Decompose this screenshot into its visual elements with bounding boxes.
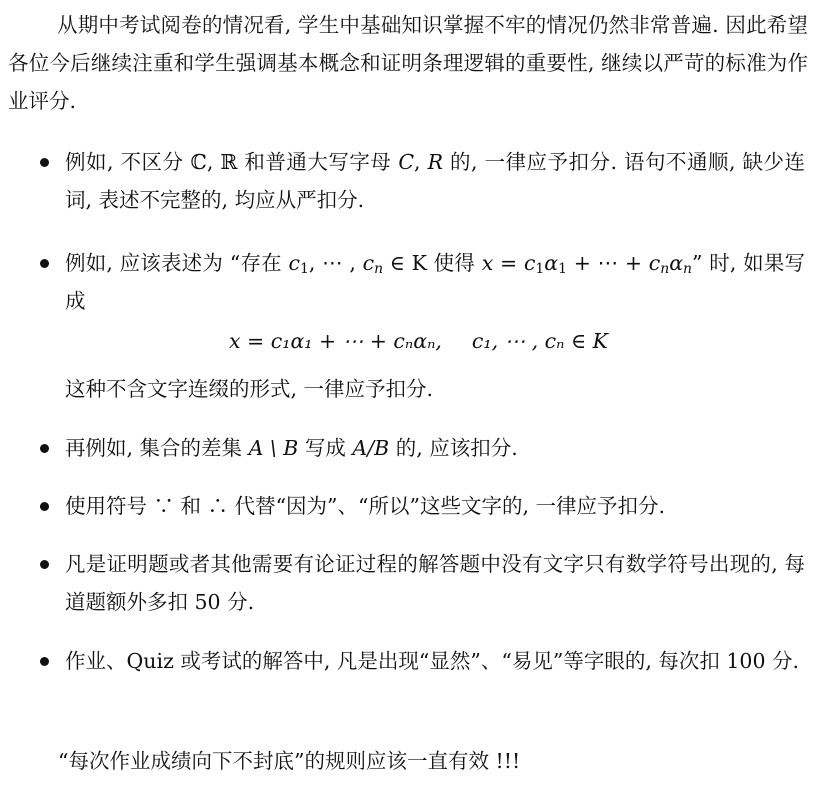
- list-item-text: 例如, 应该表述为 “存在 $c_1$, ⋯ , $c_n$ ∈ K 使得 $x = c_1\alpha_1$ + ⋯ + $c_n\alpha_n$” 时, 如果写成: [65, 251, 806, 313]
- list-item-text: 作业、Quiz 或考试的解答中, 凡是出现“显然”、“易见”等字眼的, 每次扣 100 分.: [65, 649, 800, 673]
- closing-statement: “每次作业成绩向下不封底”的规则应该一直有效 !!!: [58, 749, 521, 773]
- item-3-math-2: A/B: [352, 436, 390, 460]
- item-2-eq-inline: x =: [481, 251, 524, 275]
- item-1-text-b: 的, 一律应予扣分. 语句不通顺, 缺少连词, 表述不完整的, 均应从严扣分.: [65, 150, 805, 212]
- bullet-icon: [40, 259, 49, 268]
- display-equation: [0, 322, 837, 360]
- list-item-text: 使用符号 ∵ 和 ∴ 代替“因为”、“所以”这些文字的, 一律应予扣分.: [65, 494, 666, 518]
- item-2-dots: , ⋯ ,: [308, 251, 363, 275]
- bullet-icon: [40, 158, 49, 167]
- item-1-var-r: R: [427, 150, 443, 174]
- item-2-text-c: 这种不含文字连缀的形式, 一律应予扣分.: [65, 377, 434, 401]
- item-2-text-mid: 使得: [426, 251, 482, 275]
- item-3-text-b: 的, 应该扣分.: [389, 436, 518, 460]
- bullet-icon: [40, 502, 49, 511]
- display-eq: x = c₁α₁ + ⋯ + cₙαₙ,: [228, 329, 442, 353]
- display-cond: c₁, ⋯ , cₙ ∈ K: [471, 329, 608, 353]
- list-item-text: [65, 143, 805, 219]
- intro-paragraph: 从期中考试阅卷的情况看, 学生中基础知识掌握不牢的情况仍然非常普遍. 因此希望各位今后继续注重和学生强调基本概念和证明条理逻辑的重要性, 继续以严苛的标准为作业评分.: [8, 13, 808, 113]
- item-2-text-a: 例如, 应该表述为 “存在: [65, 251, 289, 275]
- item-1-var-c: C: [398, 150, 415, 174]
- item-1-text-a: 例如, 不区分 ℂ, ℝ 和普通大写字母: [65, 150, 399, 174]
- bullet-icon: [40, 444, 49, 453]
- item-3-text-mid: 写成: [298, 436, 353, 460]
- list-item-text: 凡是证明题或者其他需要有论证过程的解答题中没有文字只有数学符号出现的, 每道题额外多扣 50 分.: [65, 552, 805, 614]
- item-2-c1: c: [288, 251, 301, 275]
- item-3-text-a: 再例如, 集合的差集: [65, 436, 249, 460]
- bullet-icon: [40, 657, 49, 666]
- item-1-sep: ,: [414, 150, 428, 174]
- item-2-in-k: ∈ K: [383, 251, 427, 275]
- list-item-text: [65, 429, 805, 467]
- item-3-math-1: A \ B: [248, 436, 299, 460]
- item-2-cn: c: [362, 251, 375, 275]
- item-2-text-b: ” 时, 如果写成: [65, 251, 806, 313]
- bullet-icon: [40, 560, 49, 569]
